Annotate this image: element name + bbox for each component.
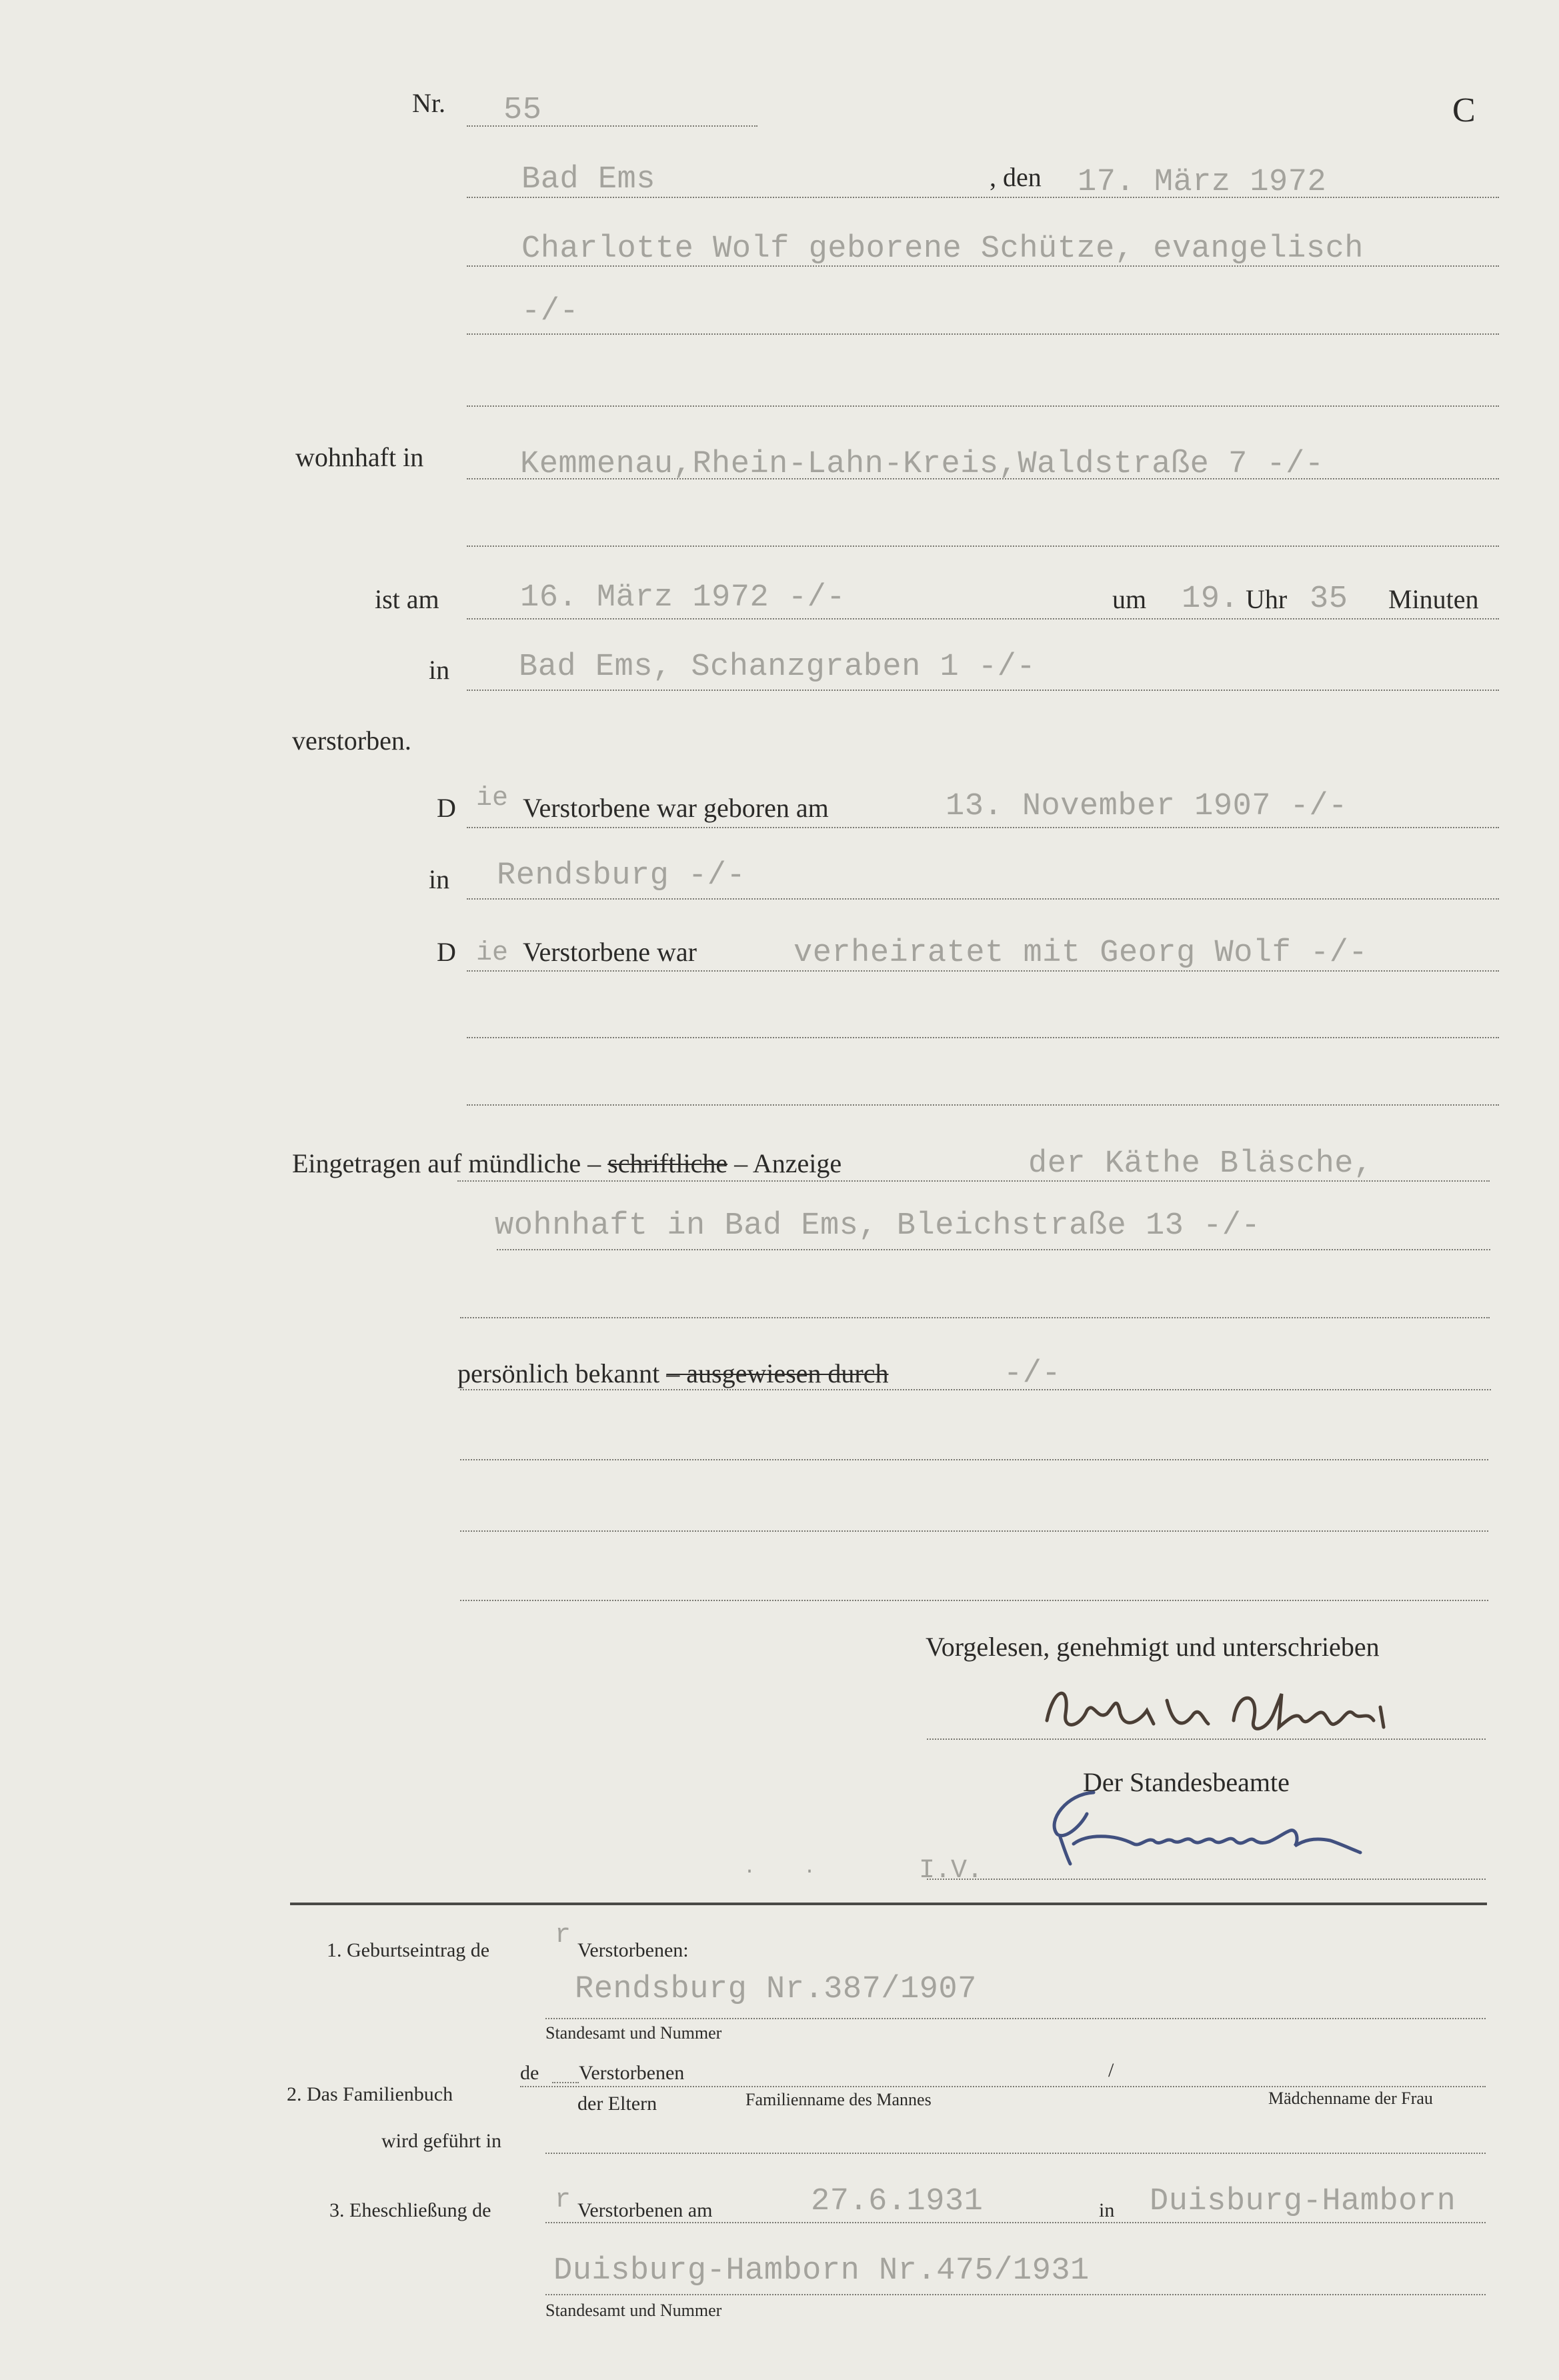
section-divider — [290, 1903, 1487, 1905]
name-line-1 — [467, 265, 1499, 267]
known-struck: – ausgewiesen durch — [666, 1358, 889, 1388]
verstorben-label: verstorben. — [292, 726, 411, 756]
item3-suffix: Verstorbenen am — [577, 2199, 713, 2221]
name-line-2 — [467, 333, 1499, 335]
item2-gefuehrt-line — [545, 2153, 1486, 2154]
den-label: , den — [990, 162, 1042, 192]
nr-value: 55 — [503, 93, 542, 128]
known-line — [460, 1389, 1491, 1390]
item1-standesamt: Standesamt und Nummer — [545, 2023, 722, 2043]
item3-line — [545, 2222, 1486, 2223]
nr-label: Nr. — [412, 88, 445, 118]
uhr-label: Uhr — [1246, 584, 1288, 614]
item2-verstorbenen: Verstorbenen — [579, 2062, 685, 2084]
registration-prefix: Eingetragen auf mündliche – — [292, 1148, 601, 1178]
blank-line-3 — [460, 1600, 1488, 1601]
nr-line — [467, 125, 757, 127]
date-value: 17. März 1972 — [1078, 165, 1327, 200]
registrar-signature-svg — [1034, 1774, 1407, 1881]
death-date-line — [467, 618, 1499, 620]
register-letter: C — [1452, 91, 1476, 129]
residence-value: Kemmenau,Rhein-Lahn-Kreis,Waldstraße 7 -/- — [520, 447, 1324, 482]
marital-ie: ie — [476, 938, 509, 968]
informant-signature-svg — [1034, 1674, 1420, 1747]
known-label — [457, 1360, 888, 1387]
item2-slash: / — [1108, 2059, 1114, 2081]
registration-struck: schriftliche — [607, 1148, 728, 1178]
death-hour: 19. — [1182, 581, 1240, 617]
blank-line-1 — [460, 1459, 1488, 1460]
birth-d-label: D — [437, 793, 456, 823]
iv-label: I.V. — [919, 1856, 984, 1886]
place-date-line — [467, 197, 1499, 198]
informant-line-1: der Käthe Bläsche, — [1028, 1146, 1373, 1182]
person-name-2: -/- — [521, 294, 579, 329]
item3-r: r — [555, 2185, 571, 2215]
item2-familienname: Familienname des Mannes — [745, 2090, 932, 2109]
death-place-line — [467, 690, 1499, 691]
faint-marks: . . — [743, 1857, 816, 1879]
item2-eltern: der Eltern — [577, 2093, 657, 2115]
marital-text-label: Verstorbene war — [523, 937, 697, 967]
item3-registry-line — [545, 2294, 1486, 2295]
informant-line — [457, 1180, 1490, 1182]
informant-signature — [1034, 1674, 1420, 1747]
marital-line — [467, 970, 1499, 972]
item2-maedchenname: Mädchenname der Frau — [1268, 2089, 1433, 2108]
informant-line-2-rule — [497, 1249, 1490, 1250]
name-line-3 — [467, 405, 1499, 407]
item3-standesamt: Standesamt und Nummer — [545, 2301, 722, 2320]
item3-place: Duisburg-Hamborn — [1150, 2184, 1456, 2219]
registrar-signature — [1034, 1774, 1407, 1881]
residence-line-2 — [467, 545, 1499, 547]
place-value: Bad Ems — [521, 162, 655, 197]
person-name: Charlotte Wolf geborene Schütze, evangelisch — [521, 231, 1364, 267]
item2-line — [520, 2086, 1486, 2087]
marital-d-label: D — [437, 937, 456, 967]
informant-line-3-rule — [460, 1317, 1490, 1318]
known-value: -/- — [1004, 1356, 1062, 1392]
birth-place: Rendsburg -/- — [497, 858, 746, 894]
registrar-signature-line — [927, 1879, 1486, 1880]
birth-date-line — [467, 827, 1499, 828]
death-minutes: 35 — [1310, 581, 1348, 617]
um-label: um — [1112, 584, 1147, 614]
blank-line-2 — [460, 1530, 1488, 1532]
item2-label: 2. Das Familienbuch — [287, 2083, 453, 2105]
birth-in-label: in — [429, 864, 450, 894]
item1-r: r — [555, 1921, 571, 1951]
birth-text-label: Verstorbene war geboren am — [523, 793, 829, 823]
residence-label: wohnhaft in — [295, 442, 424, 472]
item1-suffix: Verstorbenen: — [577, 1939, 689, 1961]
registration-label — [292, 1150, 842, 1177]
item2-de-dots — [552, 2082, 579, 2083]
residence-line — [467, 478, 1499, 479]
minuten-label: Minuten — [1388, 584, 1479, 614]
read-approved-label: Vorgelesen, genehmigt und unterschrieben — [926, 1632, 1380, 1662]
informant-signature-line — [927, 1738, 1486, 1740]
item2-gefuehrt: wird geführt in — [381, 2130, 501, 2152]
item3-registry: Duisburg-Hamborn Nr.475/1931 — [553, 2253, 1090, 2289]
registration-suffix: – Anzeige — [734, 1148, 842, 1178]
birth-ie: ie — [476, 784, 509, 814]
marital-line-2 — [467, 1037, 1499, 1038]
registrar-label: Der Standesbeamte — [1083, 1767, 1290, 1797]
item3-date: 27.6.1931 — [811, 2184, 984, 2219]
item1-value: Rendsburg Nr.387/1907 — [575, 1972, 977, 2007]
marital-value: verheiratet mit Georg Wolf -/- — [794, 936, 1368, 971]
item1-line — [545, 2018, 1486, 2019]
death-place: Bad Ems, Schanzgraben 1 -/- — [519, 650, 1036, 685]
item3-label: 3. Eheschließung de — [329, 2199, 491, 2221]
ist-am-label: ist am — [375, 584, 439, 614]
item1-label: 1. Geburtseintrag de — [327, 1939, 490, 1961]
death-in-label: in — [429, 655, 450, 685]
informant-line-2: wohnhaft in Bad Ems, Bleichstraße 13 -/- — [495, 1208, 1261, 1244]
marital-line-3 — [467, 1104, 1499, 1106]
known-text: persönlich bekannt — [457, 1358, 660, 1388]
death-date: 16. März 1972 -/- — [520, 580, 846, 616]
item3-in: in — [1099, 2199, 1115, 2221]
item2-de: de — [520, 2062, 539, 2084]
birth-date: 13. November 1907 -/- — [946, 789, 1348, 824]
birth-place-line — [467, 898, 1499, 900]
